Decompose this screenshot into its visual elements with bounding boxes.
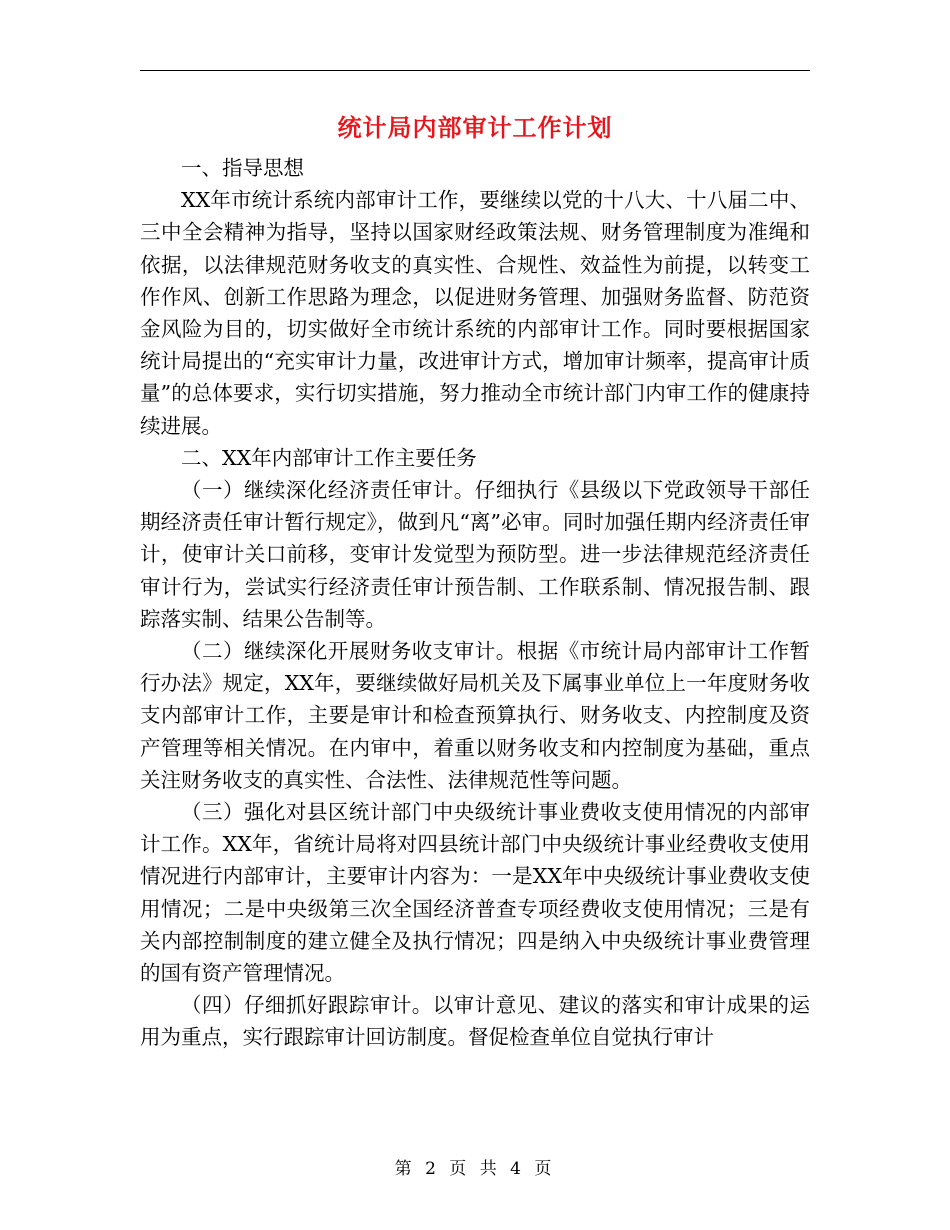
document-title: 统计局内部审计工作计划	[337, 114, 613, 142]
header-rule	[140, 70, 810, 71]
paragraph-task-2: （二）继续深化开展财务收支审计。根据《市统计局内部审计工作暂行办法》规定，XX年，要继续做好局机关及下属事业单位上一年度财务收支内部审计工作，主要是审计和检查预算执行、财务收支、内控制度及资产管理等相关情况。在内审中，着重以财务收支和内控制度为基础，重点关注财务收支的真实性、合法性、法律规范性等问题。	[140, 639, 810, 792]
paragraph-task-4: （四）仔细抓好跟踪审计。以审计意见、建议的落实和审计成果的运用为重点，实行跟踪审计回访制度。督促检查单位自觉执行审计	[140, 993, 810, 1050]
paragraph-task-1: （一）继续深化经济责任审计。仔细执行《县级以下党政领导干部任期经济责任审计暂行规定》，做到凡“离”必审。同时加强任期内经济责任审计，使审计关口前移，变审计发觉型为预防型。进一步法律规范经济责任审计行为，尝试实行经济责任审计预告制、工作联系制、情况报告制、跟踪落实制、结果公告制等。	[140, 478, 810, 631]
section-heading-main-tasks: 二、XX年内部审计工作主要任务	[181, 445, 477, 470]
section-heading-guiding-ideology: 一、指导思想	[181, 156, 304, 180]
paragraph-task-3: （三）强化对县区统计部门中央级统计事业费收支使用情况的内部审计工作。XX年，省统计局将对四县统计部门中央级统计事业经费收支使用情况进行内部审计，主要审计内容为：一是XX年中央级统计事业费收支使用情况；二是中央级第三次全国经济普查专项经费收支使用情况；三是有关内部控制制度的建立健全及执行情况；四是纳入中央级统计事业费管理的国有资产管理情况。	[140, 800, 810, 986]
document-body	[140, 152, 810, 1054]
page-number-footer: 第 2 页 共 4 页	[394, 1159, 556, 1179]
paragraph-guiding-ideology: XX年市统计系统内部审计工作，要继续以党的十八大、十八届二中、三中全会精神为指导，坚持以国家财经政策法规、财务管理制度为准绳和依据，以法律规范财务收支的真实性、合规性、效益性为前提，以转变工作作风、创新工作思路为理念，以促进财务管理、加强财务监督、防范资金风险为目的，切实做好全市统计系统的内部审计工作。同时要根据国家统计局提出的“充实审计力量，改进审计方式，增加审计频率，提高审计质量”的总体要求，实行切实措施，努力推动全市统计部门内审工作的健康持续进展。	[140, 188, 810, 438]
